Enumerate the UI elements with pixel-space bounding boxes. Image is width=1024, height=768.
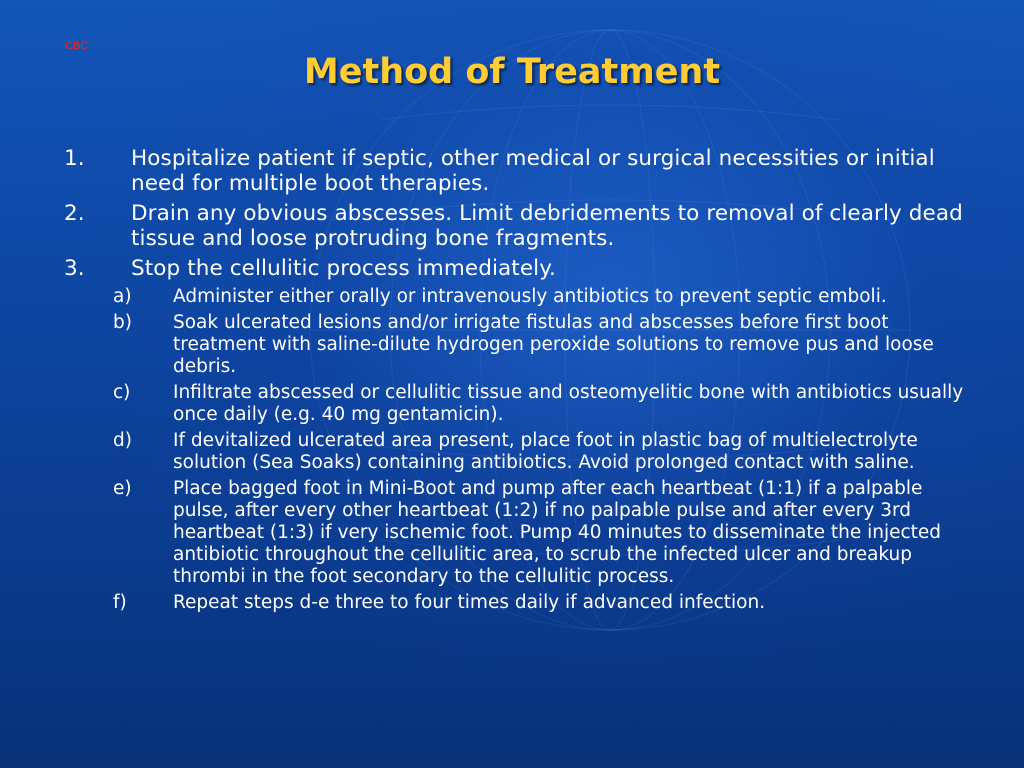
sub-list-item-text: Repeat steps d-e three to four times daily if advanced infection. <box>173 592 766 613</box>
sub-list-item-text: Infiltrate abscessed or cellulitic tissue and osteomyelitic bone with antibiotics usually once daily (e.g. 40 mg gentamicin). <box>173 382 964 425</box>
sub-list-item-text: If devitalized ulcerated area present, place foot in plastic bag of multielectrolyte solution (Sea Soaks) containing antibiotics. Avoid prolonged contact with saline. <box>173 430 918 473</box>
sub-list-item-text: Administer either orally or intravenously antibiotics to prevent septic emboli. <box>173 286 887 307</box>
sub-list-item-letter: d) <box>113 430 132 451</box>
list-item-text: Stop the cellulitic process immediately. <box>131 256 556 281</box>
sub-list-item-letter: a) <box>113 286 132 307</box>
sub-list-item-letter: b) <box>113 312 132 333</box>
sub-list-item <box>113 430 964 474</box>
list-item <box>64 256 964 281</box>
list-item-number: 2. <box>64 201 85 226</box>
slide-title: Method of Treatment <box>303 52 721 92</box>
list-item-text: Drain any obvious abscesses. Limit debridements to removal of clearly dead tissue and loose protruding bone fragments. <box>131 201 963 251</box>
sub-list-item-text: Soak ulcerated lesions and/or irrigate fistulas and abscesses before first boot treatment with saline-dilute hydrogen peroxide solutions to remove pus and loose debris. <box>173 312 934 377</box>
sub-list-item-letter: c) <box>113 382 131 403</box>
sub-list-item-letter: f) <box>113 592 127 613</box>
sub-list-item <box>113 312 964 378</box>
sub-list-item <box>113 478 964 588</box>
list-item-number: 1. <box>64 146 85 171</box>
sub-list-item-letter: e) <box>113 478 132 499</box>
sub-list-item <box>113 286 964 308</box>
list-item-number: 3. <box>64 256 85 281</box>
list-item <box>64 201 964 251</box>
sub-list-item-text: Place bagged foot in Mini-Boot and pump after each heartbeat (1:1) if a palpable pulse, after every other heartbeat (1:2) if no palpable pulse and after every 3rd heartbeat (1:3) if very ischemic foot. Pump 40 minutes to disseminate the injected antibiotic throughout the cellulitic area, to scrub the infected ulcer and breakup thrombi in the foot secondary to the cellulitic process. <box>173 478 942 587</box>
slide-tag: CBC <box>65 40 89 52</box>
sub-list-item <box>113 592 964 614</box>
slide-body <box>64 146 964 618</box>
sub-list-item <box>113 382 964 426</box>
list-item <box>64 146 964 196</box>
list-item-text: Hospitalize patient if septic, other medical or surgical necessities or initial need for multiple boot therapies. <box>131 146 935 196</box>
